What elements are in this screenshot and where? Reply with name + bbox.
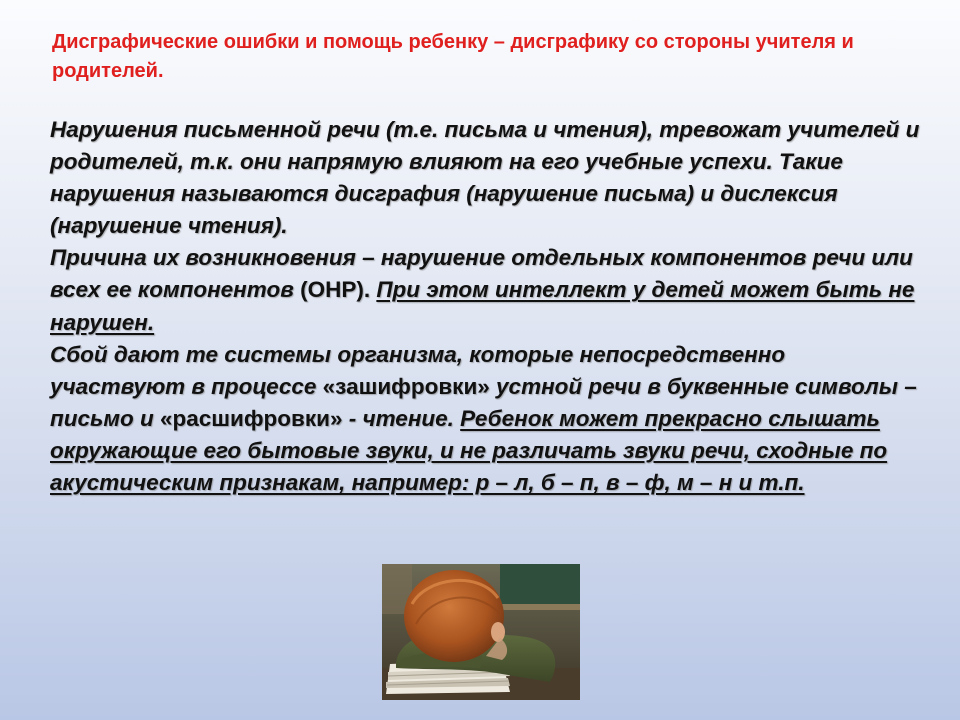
paragraph-3-quote-2: «расшифровки» [160,405,343,431]
paragraph-1 [50,114,925,242]
paragraph-3-underlined: Ребенок может прекрасно слышать окружающие его бытовые звуки, и не различать звуки речи, сходные по акустическим признакам, например: р – л, б – п, в – ф, м – н и т.п. [50,405,888,496]
paragraph-3 [50,339,925,499]
paragraph-3-text-2: устной речи в буквенные символы – письмо и [50,373,917,431]
paragraph-2-abbr: (ОНР). [300,277,371,303]
paragraph-2 [50,242,925,338]
paragraph-3-text-1: Сбой дают те системы организма, которые непосредственно участвуют в процессе [50,341,786,399]
paragraph-3-text-3: - чтение. [342,405,461,431]
paragraph-1-text: Нарушения письменной речи (т.е. письма и чтения), тревожат учителей и родителей, т.к. они напрямую влияют на его учебные успехи. Такие нарушения называются дисграфия (нарушение письма) и дислексия (нарушение чтения). [50,117,920,239]
slide-body [50,114,925,499]
child-resting-head-on-books-icon [382,564,580,700]
paragraph-2-text: Причина их возникновения – нарушение отдельных компонентов речи или всех ее компонентов [50,245,913,303]
child-with-books-photo [382,564,580,700]
slide-title: Дисграфические ошибки и помощь ребенку – дисграфику со стороны учителя и родителей. [52,31,854,82]
paragraph-3-quote-1: «зашифровки» [322,373,490,399]
paragraph-2-underlined: При этом интеллект у детей может быть не нарушен. [50,277,915,335]
